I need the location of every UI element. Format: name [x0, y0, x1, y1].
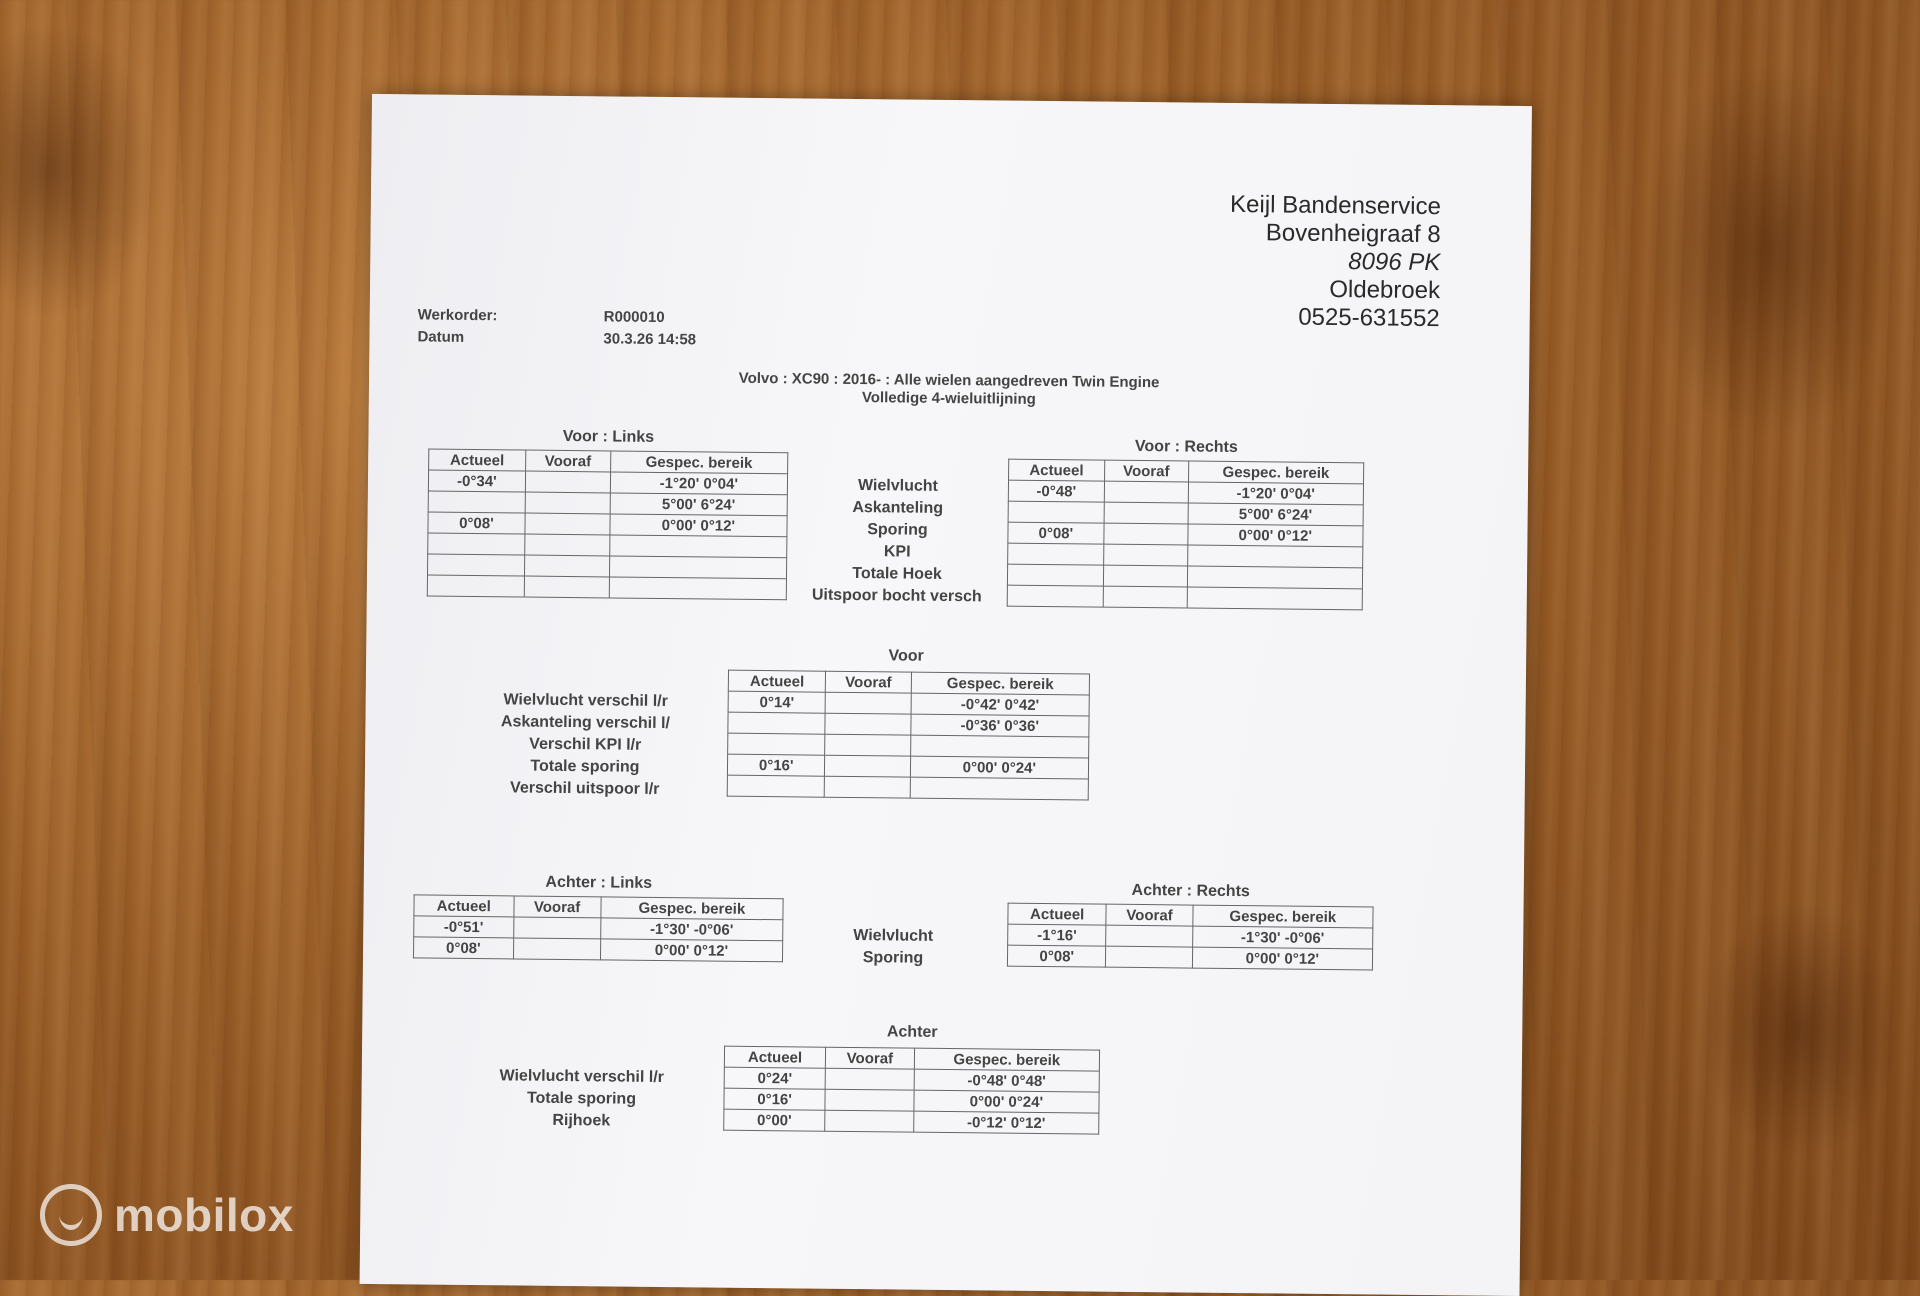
col-header: Actueel — [728, 670, 826, 692]
table-voor-links — [427, 449, 789, 601]
table-achter-diff — [723, 1046, 1100, 1135]
cell — [525, 492, 610, 514]
cell — [427, 554, 524, 576]
col-header: Vooraf — [825, 1047, 914, 1069]
section-title-achter: Achter — [886, 1023, 938, 1041]
company-postcode: 8096 PK — [1348, 248, 1441, 277]
table-row — [413, 937, 782, 962]
col-header: Gespec. bereik — [1193, 905, 1373, 928]
cell — [825, 734, 911, 756]
company-street: Bovenheigraaf 8 — [1265, 219, 1441, 249]
vehicle-line: Volvo : XC90 : 2016- : Alle wielen aangedreven Twin Engine — [738, 369, 1160, 392]
row-label: Totale sporing — [526, 1089, 637, 1108]
table-row — [1007, 585, 1362, 610]
achter-row-labels — [783, 924, 1003, 970]
cell: 0°00' 0°12' — [1192, 947, 1372, 970]
row-label: Uitspoor bocht versch — [811, 586, 982, 606]
cell: 5°00' 6°24' — [610, 493, 788, 516]
row-label: Wielvlucht verschil l/r — [503, 691, 668, 711]
cell — [728, 733, 826, 755]
cell — [524, 576, 609, 598]
col-header: Actueel — [724, 1046, 825, 1068]
cell — [609, 535, 787, 558]
cell — [1103, 544, 1187, 566]
cell — [1104, 481, 1188, 503]
company-address — [1229, 191, 1441, 333]
cell: 0°00' 0°12' — [600, 939, 782, 962]
row-label: Sporing — [862, 949, 924, 967]
cell: 0°00' 0°12' — [1188, 524, 1364, 547]
cell: 0°00' 0°24' — [910, 756, 1089, 779]
cell — [910, 735, 1089, 758]
cell — [524, 555, 609, 577]
row-label: Askanteling verschil l/ — [500, 713, 671, 733]
table-row — [727, 775, 1088, 800]
cell: -0°42' 0°42' — [911, 693, 1090, 716]
col-header: Gespec. bereik — [911, 672, 1090, 695]
cell — [428, 491, 525, 513]
cell — [525, 471, 610, 493]
col-header: Gespec. bereik — [610, 451, 788, 474]
col-header: Vooraf — [826, 671, 912, 693]
cell — [427, 575, 524, 597]
row-label: Totale Hoek — [852, 564, 942, 583]
company-city: Oldebroek — [1329, 275, 1441, 305]
cell — [1008, 543, 1104, 565]
table-row — [427, 575, 786, 600]
datum-label: Datum — [417, 328, 465, 346]
alignment-report-sheet — [360, 94, 1532, 1296]
cell — [825, 692, 911, 714]
cell — [1104, 502, 1188, 524]
cell — [825, 1068, 914, 1090]
datum-value: 30.3.26 14:58 — [603, 330, 697, 349]
cell: -0°36' 0°36' — [911, 714, 1090, 737]
cell — [1103, 586, 1187, 608]
cell — [910, 777, 1089, 800]
table-voor-diff — [727, 670, 1090, 801]
cell — [825, 1089, 914, 1111]
mobilox-watermark — [40, 1184, 294, 1246]
cell: 0°16' — [724, 1088, 825, 1110]
cell — [1106, 946, 1193, 968]
cell — [1187, 587, 1363, 610]
cell — [728, 712, 826, 734]
cell: -0°34' — [428, 470, 525, 492]
cell: -0°51' — [414, 916, 514, 938]
section-title-voor-rechts: Voor : Rechts — [1134, 437, 1238, 457]
cell: 0°08' — [413, 937, 513, 959]
cell: 0°08' — [428, 512, 525, 534]
watermark-text: mobilox — [114, 1189, 294, 1241]
col-header: Gespec. bereik — [1188, 461, 1364, 484]
col-header: Gespec. bereik — [601, 897, 783, 920]
section-title-achter-links: Achter : Links — [545, 873, 653, 892]
cell — [1106, 925, 1193, 947]
cell — [825, 713, 911, 735]
table-voor-rechts — [1007, 459, 1365, 611]
cell: -0°48' 0°48' — [914, 1069, 1099, 1092]
werkorder-label: Werkorder: — [417, 306, 498, 325]
section-title-achter-rechts: Achter : Rechts — [1131, 881, 1250, 901]
col-header: Vooraf — [513, 896, 600, 918]
cell: 0°00' 0°12' — [610, 514, 788, 537]
col-header: Vooraf — [1106, 904, 1193, 926]
section-title-voor: Voor — [888, 647, 924, 665]
cell — [727, 775, 825, 797]
cell — [1103, 565, 1187, 587]
company-name: Keijl Bandenservice — [1229, 190, 1442, 221]
section-title-voor-links: Voor : Links — [562, 427, 655, 446]
cell — [825, 755, 911, 777]
cell — [525, 534, 610, 556]
row-label: KPI — [883, 543, 911, 561]
col-header: Actueel — [429, 449, 526, 471]
row-label: Verschil uitspoor l/r — [509, 779, 660, 798]
voor-row-labels — [787, 474, 1008, 608]
cell: 0°08' — [1007, 945, 1106, 967]
col-header: Actueel — [414, 895, 514, 917]
cell — [1187, 545, 1363, 568]
wood-knot — [0, 20, 160, 320]
col-header: Vooraf — [525, 450, 610, 472]
cell — [1007, 585, 1103, 607]
cell: 0°24' — [724, 1067, 825, 1089]
row-label: Totale sporing — [530, 757, 640, 776]
col-header: Actueel — [1008, 903, 1107, 925]
wood-knot — [1700, 900, 1900, 1160]
achter-diff-labels — [451, 1065, 712, 1134]
cell — [1007, 564, 1103, 586]
cell — [1104, 523, 1188, 545]
cell — [609, 556, 787, 579]
cell: 0°00' 0°24' — [914, 1090, 1099, 1113]
cell — [825, 776, 911, 798]
row-label: Wielvlucht — [853, 927, 934, 945]
cell — [513, 917, 600, 939]
row-label: Askanteling — [852, 498, 944, 517]
order-meta — [417, 304, 696, 351]
cell: -1°20' 0°04' — [1188, 482, 1364, 505]
cell: 0°00' — [724, 1109, 825, 1131]
wood-knot — [1640, 60, 1900, 440]
col-header: Actueel — [1009, 459, 1105, 481]
company-phone: 0525-631552 — [1298, 303, 1440, 333]
row-label: Verschil KPI l/r — [529, 735, 642, 754]
cell: -1°30' -0°06' — [1192, 926, 1372, 949]
cell — [525, 513, 610, 535]
cell: -1°20' 0°04' — [610, 472, 788, 495]
cell: 0°16' — [727, 754, 825, 776]
table-achter-links — [413, 894, 784, 962]
cell: -0°12' 0°12' — [913, 1111, 1098, 1134]
table-achter-rechts — [1007, 903, 1374, 971]
table-row — [724, 1109, 1099, 1134]
table-row — [1007, 945, 1372, 970]
werkorder-value: R000010 — [603, 308, 665, 327]
voor-diff-labels — [455, 689, 716, 802]
cell — [428, 533, 525, 555]
cell: 0°14' — [728, 691, 826, 713]
alignment-type: Volledige 4-wieluitlijning — [861, 389, 1036, 408]
col-header: Vooraf — [1104, 460, 1188, 482]
cell — [1008, 501, 1104, 523]
cell: 5°00' 6°24' — [1188, 503, 1364, 526]
vehicle-info — [369, 366, 1529, 414]
cell: -0°48' — [1008, 480, 1104, 502]
col-header: Gespec. bereik — [914, 1048, 1099, 1071]
cell: 0°08' — [1008, 522, 1104, 544]
cell — [825, 1110, 914, 1132]
cell — [1187, 566, 1363, 589]
mobilox-logo-icon — [40, 1184, 102, 1246]
cell: -1°30' -0°06' — [600, 918, 782, 941]
row-label: Sporing — [867, 521, 928, 539]
cell — [609, 577, 787, 600]
row-label: Wielvlucht — [857, 477, 938, 495]
cell: -1°16' — [1008, 924, 1107, 946]
cell — [513, 938, 600, 960]
row-label: Wielvlucht verschil l/r — [499, 1067, 665, 1087]
row-label: Rijhoek — [552, 1111, 611, 1130]
